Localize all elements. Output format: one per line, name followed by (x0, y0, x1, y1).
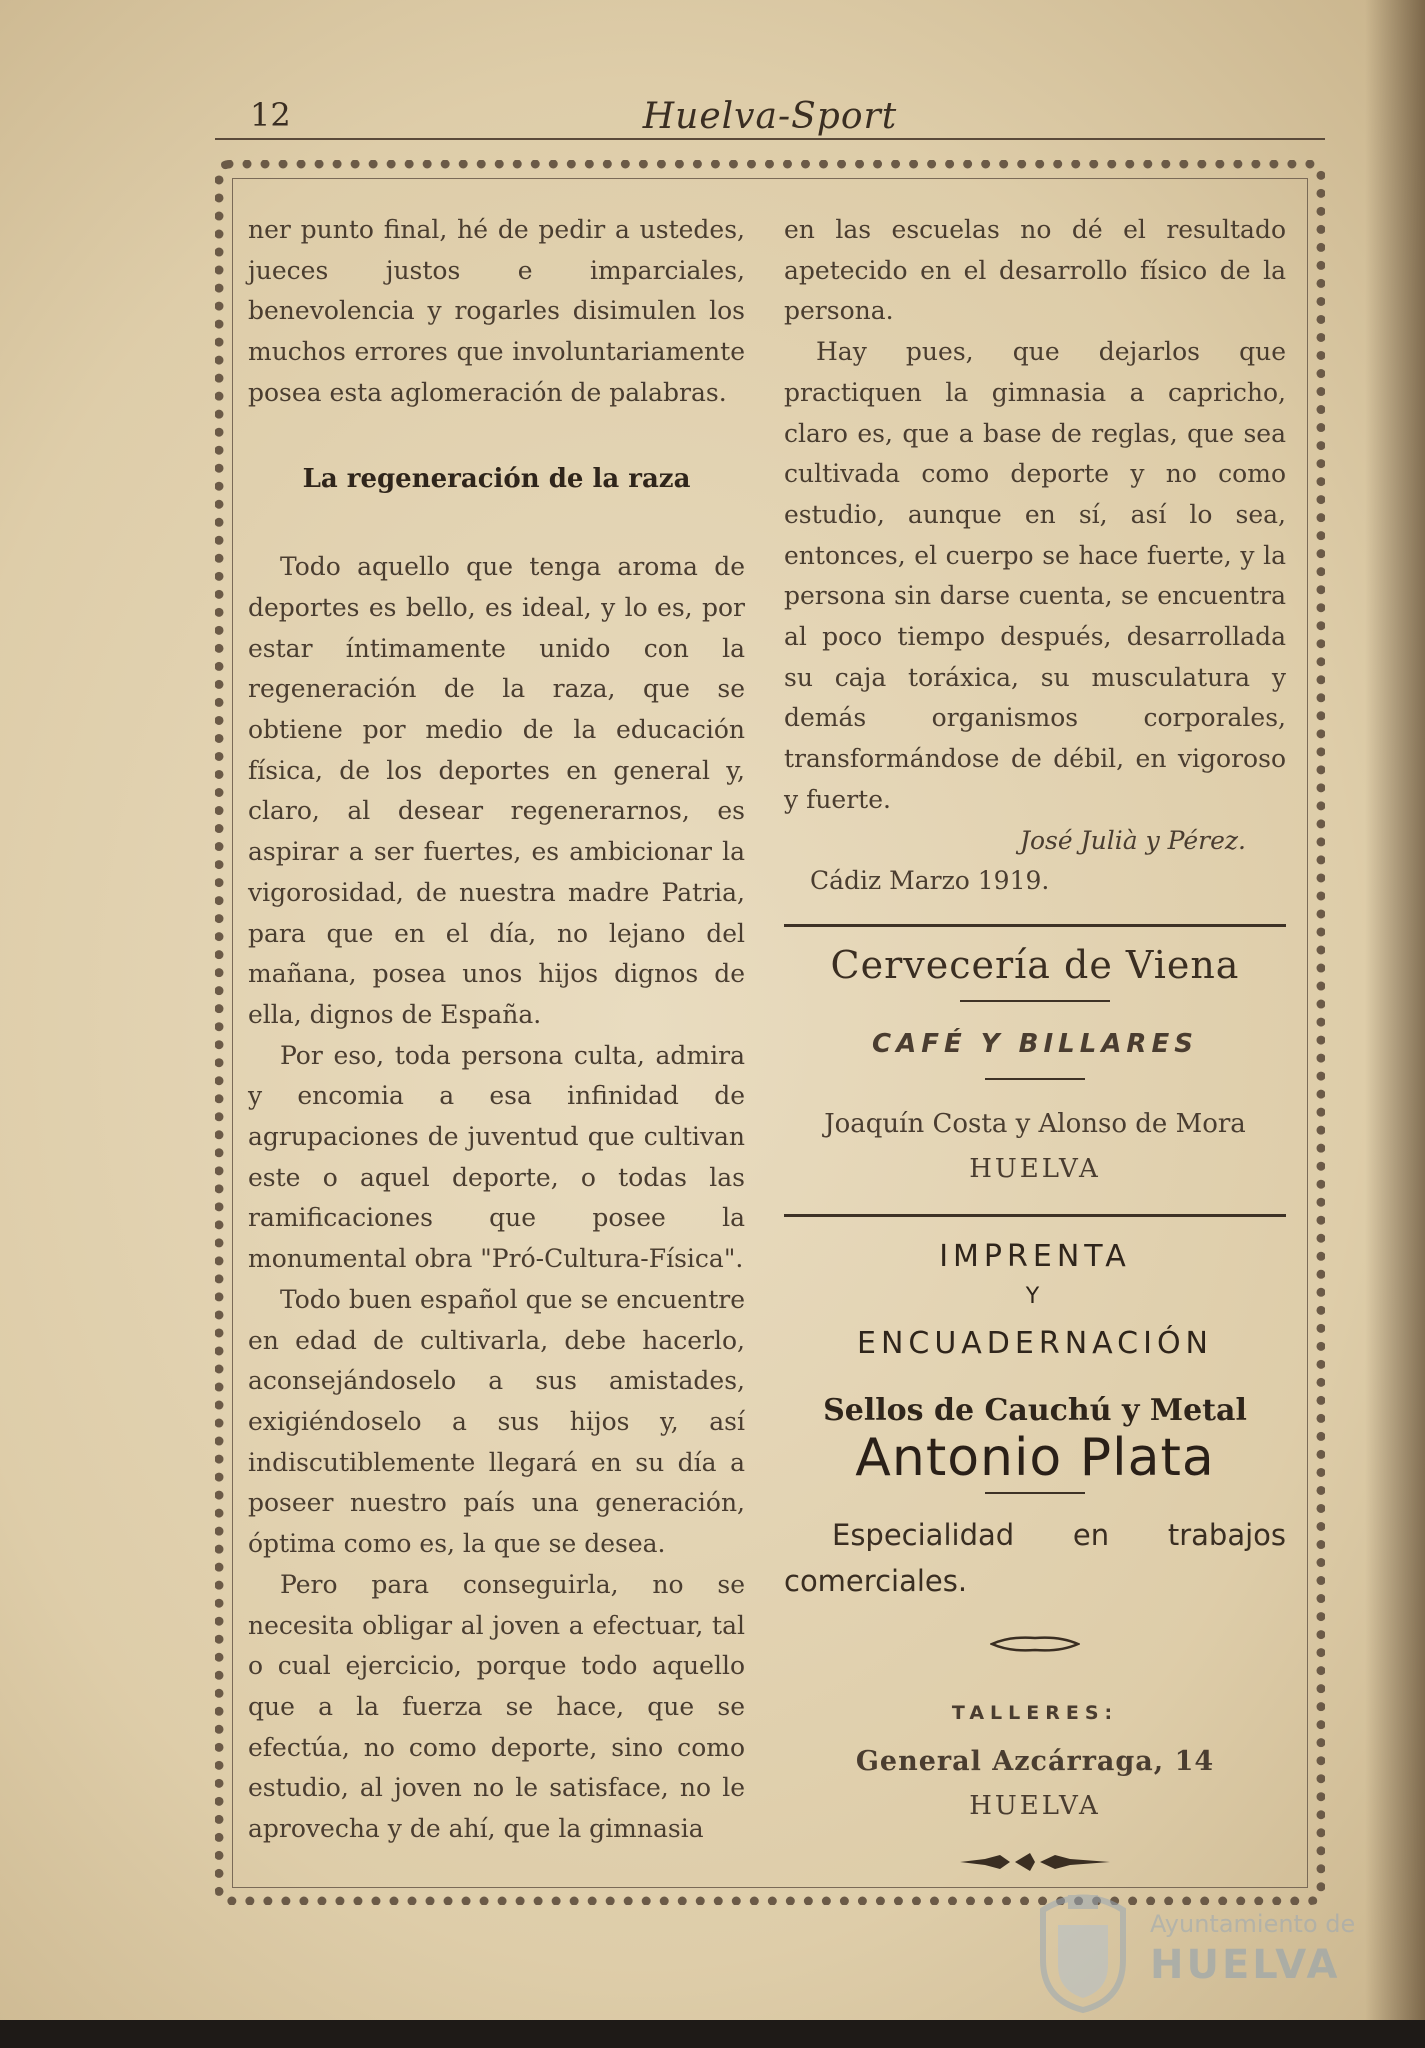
page-spine-shadow (1365, 0, 1425, 2048)
scan-bottom-edge (0, 2020, 1425, 2048)
author-signature: José Julià y Pérez. (1019, 825, 1246, 855)
ad-cerveceria (784, 942, 1286, 1190)
watermark-line-1: Ayuntamiento de (1150, 1910, 1356, 1938)
article-paragraph: Todo buen español que se encuentre en edad de cultivarla, debe hacerlo, aconsejándoselo a sus amistades, exigiéndoselo a sus hijos y, así indiscutiblemente llegará en su día a poseer nuestro país una generación, óptima como es, la que se desea. (248, 1284, 745, 1559)
ad-rule (985, 1492, 1085, 1494)
archive-watermark (1010, 1870, 1380, 2020)
imprenta-talleres-label: TALLERES: (951, 1701, 1119, 1724)
imprenta-line-1: IMPRENTA (939, 1238, 1131, 1274)
imprenta-sellos: Sellos de Cauchú y Metal (823, 1392, 1247, 1428)
article-paragraph: Hay pues, que dejarlos que practiquen la gimnasia a capricho, claro es, que a base de reglas, que sea cultivada como deporte y no como estudio, aunque en sí, así lo sea, entonces, el cuerpo se hace fuerte, y la persona sin darse cuenta, se encuentra al poco tiempo después, desarrollada su caja toráxica, su musculatura y demás organismos corporales, transformándose de débil, en vigoroso y fuerte. (784, 337, 1286, 814)
imprenta-owner: Antonio Plata (855, 1427, 1215, 1488)
coat-of-arms-icon (1028, 1880, 1138, 2015)
left-column (248, 210, 745, 1850)
page-header (215, 96, 1325, 138)
cerveceria-name: Cervecería de Viena (830, 942, 1240, 987)
cerveceria-city: HUELVA (969, 1154, 1101, 1185)
article-paragraph: ner punto final, hé de pedir a ustedes, jueces justos e imparciales, benevolencia y rogarles disimulen los muchos errores que involuntariamente posea esta aglomeración de palabras. (248, 215, 745, 407)
header-rule (215, 138, 1325, 140)
imprenta-street: General Azcárraga, 14 (855, 1745, 1215, 1777)
ad-imprenta (784, 1237, 1286, 1890)
watermark-line-2: HUELVA (1150, 1942, 1341, 1988)
cerveceria-subtitle: CAFÉ Y BILLARES (872, 1028, 1198, 1059)
imprenta-city: HUELVA (969, 1791, 1101, 1822)
ad-divider (784, 1214, 1286, 1217)
article-paragraph: Pero para conseguirla, no se necesita obligar al joven a efectuar, tal o cual ejercicio, porque todo aquello que a la fuerza se hace, que se efectúa, no como deporte, sino como estudio, al joven no le satisface, no le aprovecha y de ahí, que la gimnasia (248, 1569, 745, 1844)
publication-title: Huelva-Sport (642, 96, 898, 137)
ad-rule (985, 1078, 1085, 1080)
article-paragraph: en las escuelas no dé el resultado apetecido en el desarrollo físico de la persona. (784, 215, 1286, 326)
imprenta-specialty: Especialidad en trabajos comerciales. (784, 1518, 1286, 1599)
ad-divider (784, 924, 1286, 927)
section-heading: La regeneración de la raza (302, 463, 691, 494)
cerveceria-address: Joaquín Costa y Alonso de Mora (824, 1109, 1246, 1140)
article-paragraph: Todo aquello que tenga aroma de deportes es bello, es ideal, y lo es, por estar íntimamente unido con la regeneración de la raza, que se obtiene por medio de la educación física, de los deportes en general y, claro, al desear regenerarnos, es aspirar a ser fuertes, es ambicionar la vigorosidad, de nuestra madre Patria, para que en el día, no lejano del mañana, posea unos hijos dignos de ella, dignos de España. (248, 552, 745, 1029)
ad-rule (960, 1000, 1110, 1002)
page-number: 12 (250, 96, 291, 134)
imprenta-line-2: Y (1025, 1284, 1045, 1310)
article-paragraph: Por eso, toda persona culta, admira y encomia a esa infinidad de agrupaciones de juventud que cultivan este o aquel deporte, o todas las ramificaciones que posee la monumental obra "Pró-Cultura-Física". (248, 1040, 745, 1274)
right-column (784, 210, 1286, 1890)
decorative-ornament-icon (784, 1626, 1286, 1667)
imprenta-line-3: ENCUADERNACIÓN (856, 1326, 1213, 1362)
place-date: Cádiz Marzo 1919. (810, 866, 1050, 896)
